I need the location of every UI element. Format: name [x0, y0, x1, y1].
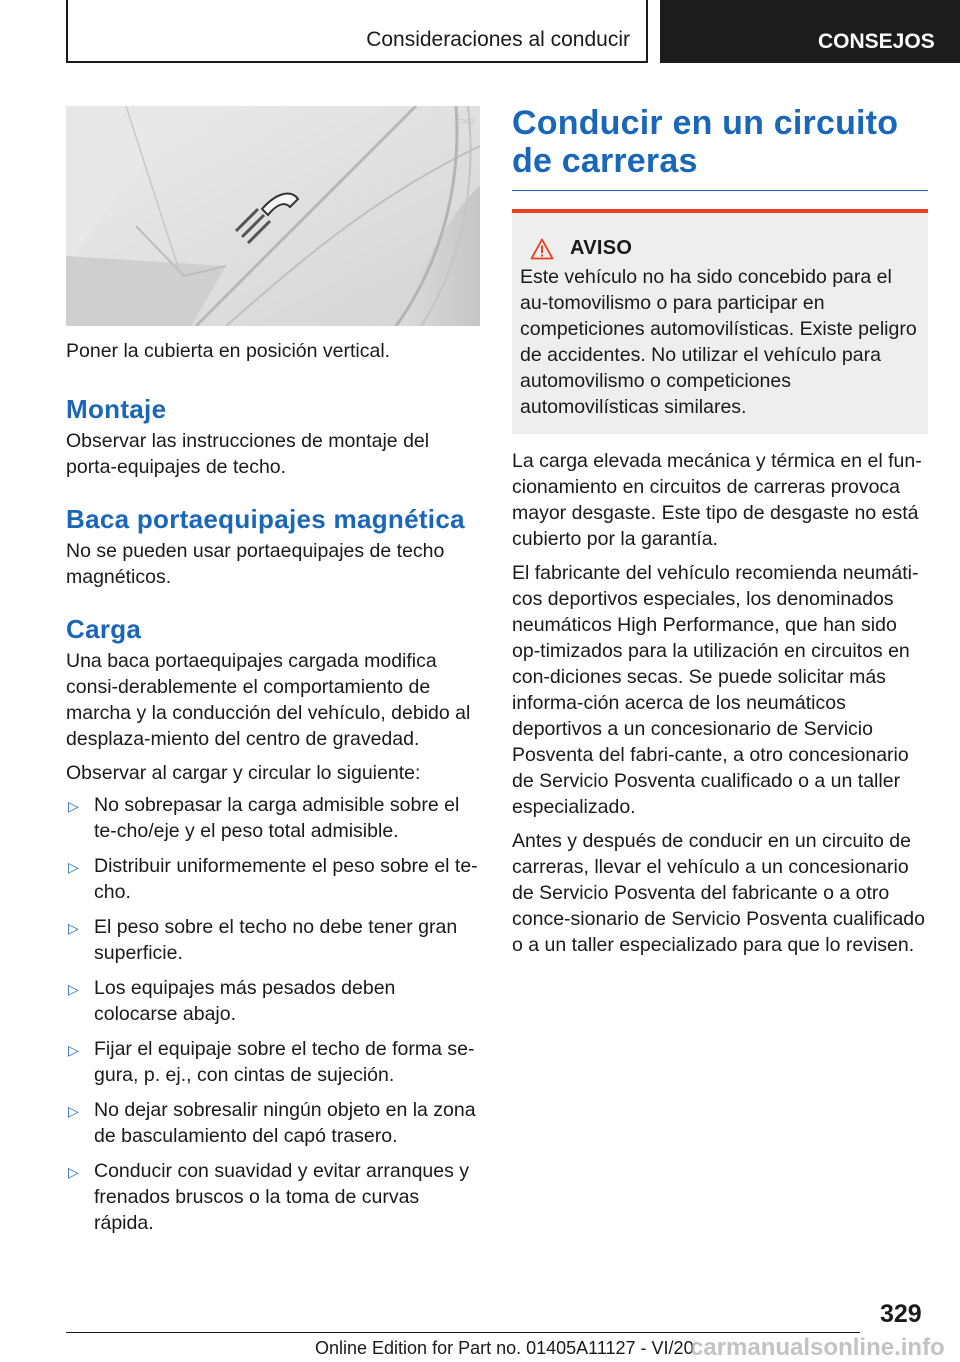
triangle-bullet-icon: ▷: [68, 798, 79, 814]
list-item: [66, 792, 484, 844]
right-column: [512, 104, 928, 958]
page-title: Conducir en un circuito de carreras: [512, 104, 899, 180]
watermark-text: carmanualsonline.info: [690, 1334, 945, 1361]
roof-box-illustration: [66, 106, 480, 326]
list-item-text: Los equipajes más pesados deben colocarse abajo.: [94, 977, 396, 1025]
paragraph-1: La carga elevada mecánica y térmica en el fun‐cionamiento en circuitos de carreras provoca mayor desgaste. Este tipo de desgaste no está cubierto por la garantía.: [512, 450, 922, 550]
triangle-bullet-icon: ▷: [68, 1164, 79, 1180]
header-chapter-tab: [660, 0, 960, 63]
list-item: [66, 1158, 484, 1236]
title-divider: [512, 190, 928, 191]
page-number: 329: [880, 1300, 922, 1328]
list-item: [66, 1097, 484, 1149]
footer-edition-text: Online Edition for Part no. 01405A11127 - VI/20: [315, 1338, 694, 1358]
warning-triangle-icon: [530, 238, 554, 260]
list-item-text: Conducir con suavidad y evitar arranques y frenados bruscos o la toma de curvas rápida.: [94, 1160, 470, 1234]
carga-text-2: Observar al cargar y circular lo siguiente:: [66, 762, 421, 784]
list-item: [66, 1036, 484, 1088]
montaje-text: Observar las instrucciones de montaje del porta‐equipajes de techo.: [66, 430, 430, 478]
roof-box-photo: [66, 106, 480, 326]
list-item-text: No sobrepasar la carga admisible sobre el te‐cho/eje y el peso total admisible.: [94, 794, 460, 842]
section-heading-carga: Carga: [66, 614, 142, 644]
header-chapter-label: CONSEJOS: [818, 30, 935, 53]
triangle-bullet-icon: ▷: [68, 859, 79, 875]
triangle-bullet-icon: ▷: [68, 1103, 79, 1119]
footer-divider: [66, 1332, 860, 1333]
carga-text-1: Una baca portaequipajes cargada modifica consi‐derablemente el comportamiento de marcha y la conducción del vehículo, debido al desplaza‐miento del centro de gravedad.: [66, 650, 471, 750]
header-section-title: Consideraciones al conducir: [366, 28, 630, 51]
list-item: [66, 975, 484, 1027]
list-item-text: El peso sobre el techo no debe tener gran superficie.: [94, 916, 458, 964]
section-heading-montaje: Montaje: [66, 394, 167, 424]
triangle-bullet-icon: ▷: [68, 920, 79, 936]
warning-box: [512, 209, 928, 434]
svg-text:▭▭: ▭▭: [456, 116, 475, 127]
warning-header: [520, 237, 918, 260]
left-column: [66, 338, 484, 1245]
list-item-text: Fijar el equipaje sobre el techo de forma se‐gura, p. ej., con cintas de sujeción.: [94, 1038, 475, 1086]
baca-text: No se pueden usar portaequipajes de techo magnéticos.: [66, 540, 445, 588]
right-body: [512, 448, 928, 958]
warning-text: Este vehículo no ha sido concebido para el au‐tomovilismo o para participar en competiciones automovilísticas. Existe peligro de accidentes. No utilizar el vehículo para automovilismo o competiciones automovilísticas similares.: [520, 266, 917, 418]
triangle-bullet-icon: ▷: [68, 981, 79, 997]
paragraph-2: El fabricante del vehículo recomienda neumáti‐cos deportivos especiales, los denominados neumáticos High Performance, que han sido op‐timizados para la utilización en circuitos en con‐diciones secas. Se puede solicitar más informa‐ción acerca de los neumáticos deportivos a un concesionario de Servicio Posventa del fabri‐cante, a otro concesionario de Servicio Posventa cualificado o a un taller especializado.: [512, 562, 919, 818]
photo-caption: Poner la cubierta en posición vertical.: [66, 340, 391, 362]
list-item: [66, 914, 484, 966]
list-item-text: Distribuir uniformemente el peso sobre el te‐cho.: [94, 855, 478, 903]
list-item-text: No dejar sobresalir ningún objeto en la zona de basculamiento del capó trasero.: [94, 1099, 476, 1147]
section-heading-baca: Baca portaequipajes magnética: [66, 504, 465, 534]
list-item: [66, 853, 484, 905]
triangle-bullet-icon: ▷: [68, 1042, 79, 1058]
warning-title: AVISO: [570, 237, 633, 259]
paragraph-3: Antes y después de conducir en un circuito de carreras, llevar el vehículo a un concesionario de Servicio Posventa del fabricante o a otro conce‐sionario de Servicio Posventa cualificado o a un taller especializado para que lo revisen.: [512, 830, 925, 956]
carga-bullet-list: [66, 792, 484, 1236]
